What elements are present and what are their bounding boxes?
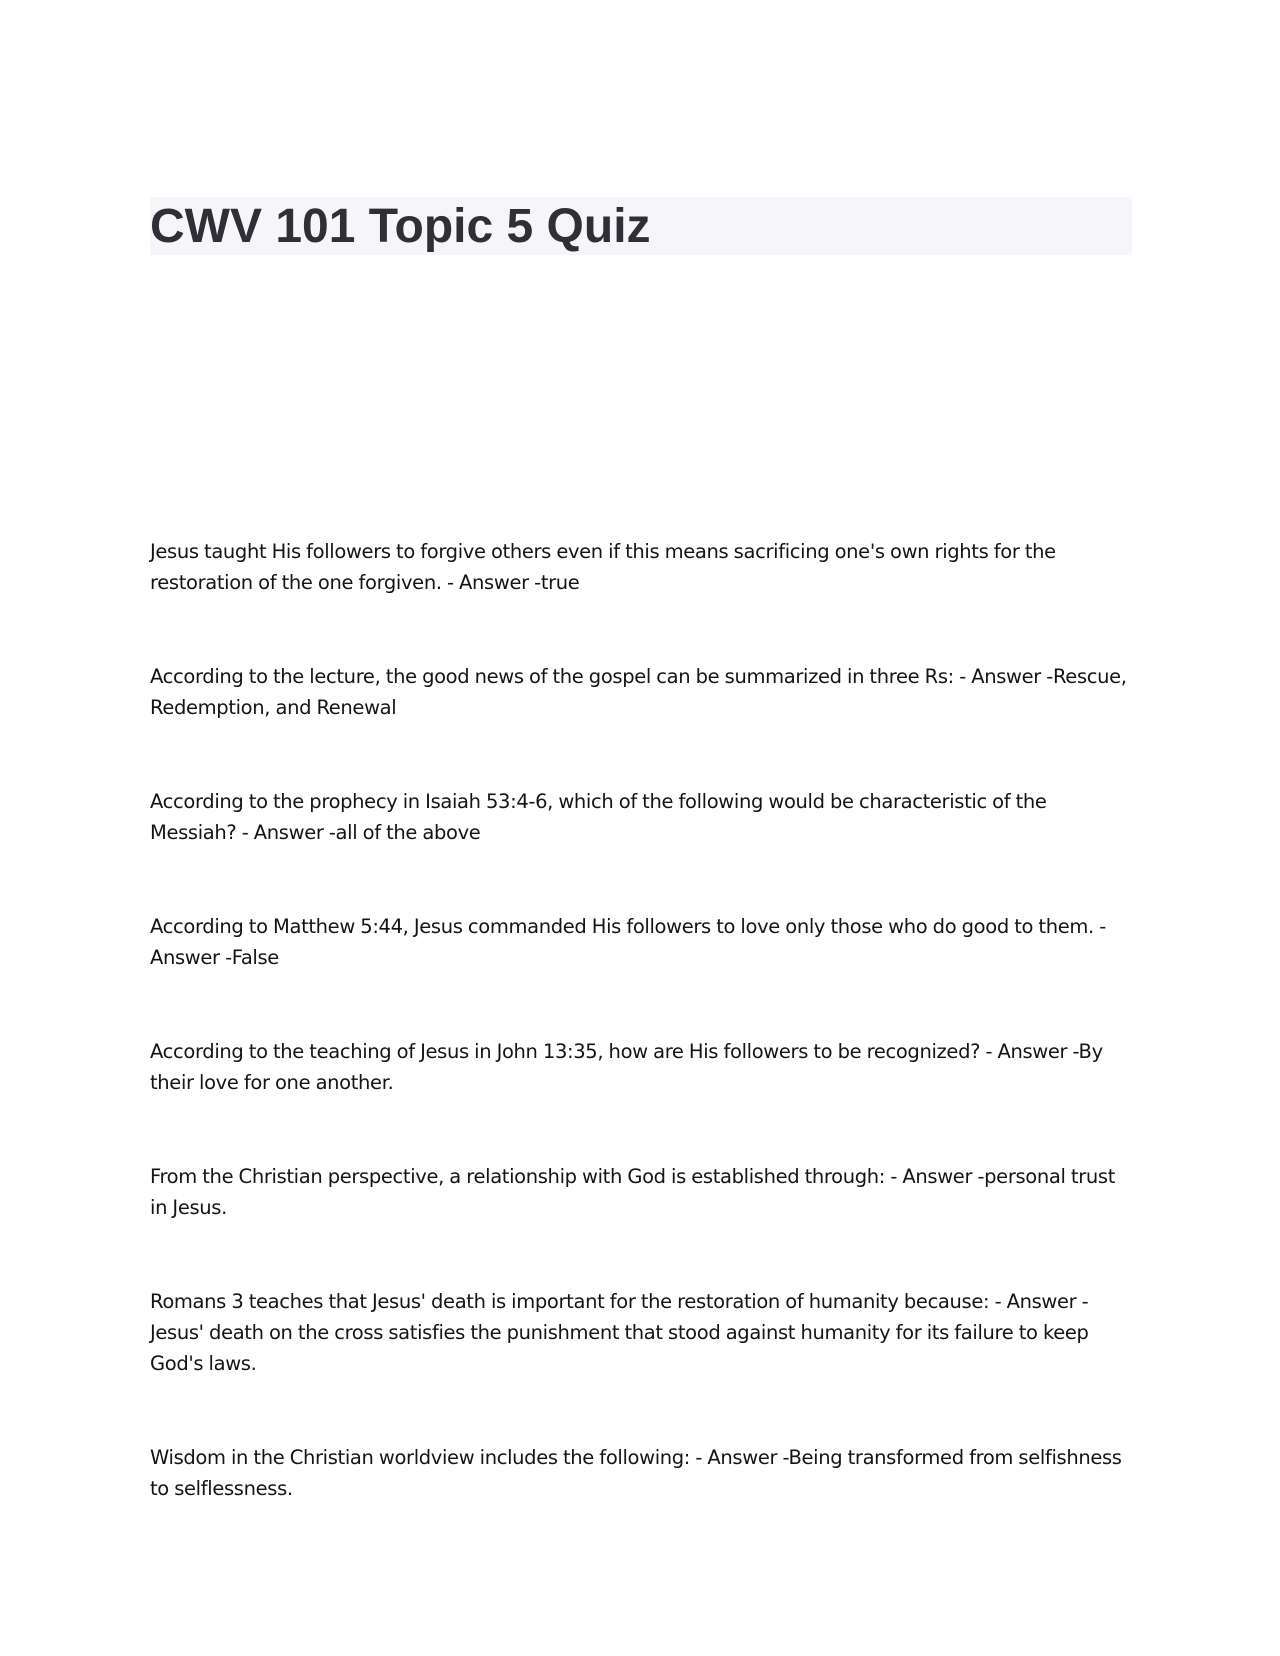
page-title: CWV 101 Topic 5 Quiz — [150, 200, 651, 253]
question-answer-item: According to the prophecy in Isaiah 53:4-6, which of the following would be characteristic of the Messiah? - Answer -all of the above — [150, 790, 1047, 844]
question-answer-item: Wisdom in the Christian worldview includes the following: - Answer -Being transformed from selfishness to selflessness. — [150, 1446, 1122, 1500]
question-answer-list — [150, 536, 1135, 1567]
question-answer-item: According to the lecture, the good news of the gospel can be summarized in three Rs: - Answer -Rescue, Redemption, and Renewal — [150, 665, 1127, 719]
question-answer-item: Romans 3 teaches that Jesus' death is important for the restoration of humanity because: - Answer -Jesus' death on the cross satisfies the punishment that stood against humanity for its failure to keep God's laws. — [150, 1290, 1089, 1375]
question-answer-item: According to the teaching of Jesus in John 13:35, how are His followers to be recognized? - Answer -By their love for one another. — [150, 1040, 1103, 1094]
question-answer-item: According to Matthew 5:44, Jesus commanded His followers to love only those who do good to them. - Answer -False — [150, 915, 1106, 969]
question-answer-item: From the Christian perspective, a relationship with God is established through: - Answer -personal trust in Jesus. — [150, 1165, 1115, 1219]
question-answer-item: Jesus taught His followers to forgive others even if this means sacrificing one's own rights for the restoration of the one forgiven. - Answer -true — [150, 540, 1056, 594]
